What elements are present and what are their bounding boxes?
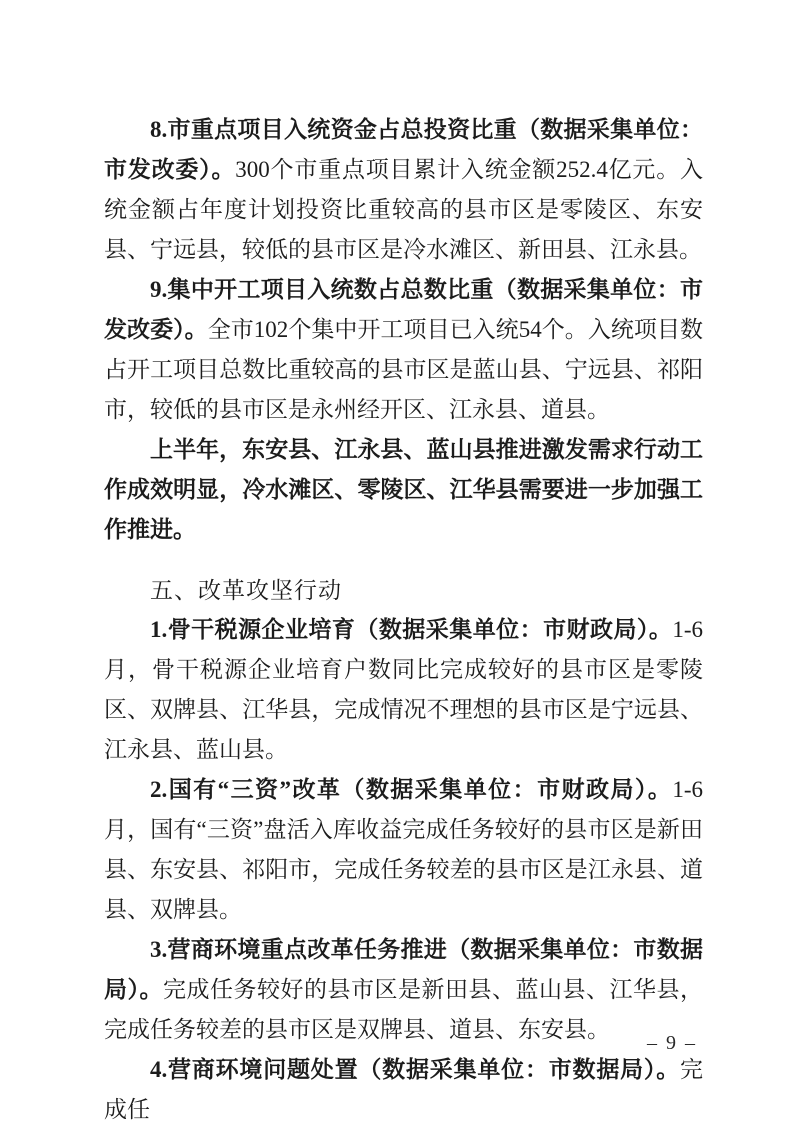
paragraph-item-3-lead: 3.营商环境重点改革任务推进（数据采集单位：市数据局）。 bbox=[104, 937, 703, 1002]
paragraph-item-4 bbox=[104, 1050, 703, 1122]
document-body bbox=[104, 110, 703, 1122]
paragraph-item-4-lead: 4.营商环境问题处置（数据采集单位：市数据局）。 bbox=[150, 1057, 680, 1082]
paragraph-item-1-text: 1-6 月，骨干税源企业培育户数同比完成较好的县市区是零陵区、双牌县、江华县，完成情况不理想的县市区是宁远县、江永县、蓝山县。 bbox=[104, 617, 703, 762]
page-number: – 9 – bbox=[647, 1032, 697, 1054]
paragraph-item-2 bbox=[104, 770, 703, 930]
paragraph-item-3-text: 完成任务较好的县市区是新田县、蓝山县、江华县，完成任务较差的县市区是双牌县、道县、东安县。 bbox=[104, 977, 703, 1042]
paragraph-item-9 bbox=[104, 270, 703, 430]
paragraph-item-2-text: 1-6 月，国有“三资”盘活入库收益完成任务较好的县市区是新田县、东安县、祁阳市，完成任务较差的县市区是江永县、道县、双牌县。 bbox=[104, 777, 703, 922]
paragraph-item-3 bbox=[104, 930, 703, 1050]
paragraph-item-1-lead: 1.骨干税源企业培育（数据采集单位：市财政局）。 bbox=[150, 617, 673, 642]
paragraph-item-8-text: 300个市重点项目累计入统金额252.4亿元。入统金额占年度计划投资比重较高的县市区是零陵区、东安县、宁远县，较低的县市区是冷水滩区、新田县、江永县。 bbox=[104, 157, 704, 262]
paragraph-item-9-text: 全市102个集中开工项目已入统54个。入统项目数占开工项目总数比重较高的县市区是蓝山县、宁远县、祁阳市，较低的县市区是永州经开区、江永县、道县。 bbox=[104, 317, 704, 422]
paragraph-item-1 bbox=[104, 610, 703, 770]
section-heading: 五、改革攻坚行动 bbox=[150, 577, 342, 603]
summary-paragraph: 上半年，东安县、江永县、蓝山县推进激发需求行动工作成效明显，冷水滩区、零陵区、江华县需要进一步加强工作推进。 bbox=[104, 437, 703, 542]
paragraph-item-4-text: 完成任 bbox=[104, 1057, 703, 1122]
paragraph-item-8-lead: 8.市重点项目入统资金占总投资比重（数据采集单位：市发改委）。 bbox=[104, 117, 703, 182]
paragraph-item-9-lead: 9.集中开工项目入统数占总数比重（数据采集单位：市发改委）。 bbox=[104, 277, 703, 342]
paragraph-item-2-lead: 2.国有“三资”改革（数据采集单位：市财政局）。 bbox=[150, 777, 673, 802]
paragraph-item-8 bbox=[104, 110, 703, 270]
